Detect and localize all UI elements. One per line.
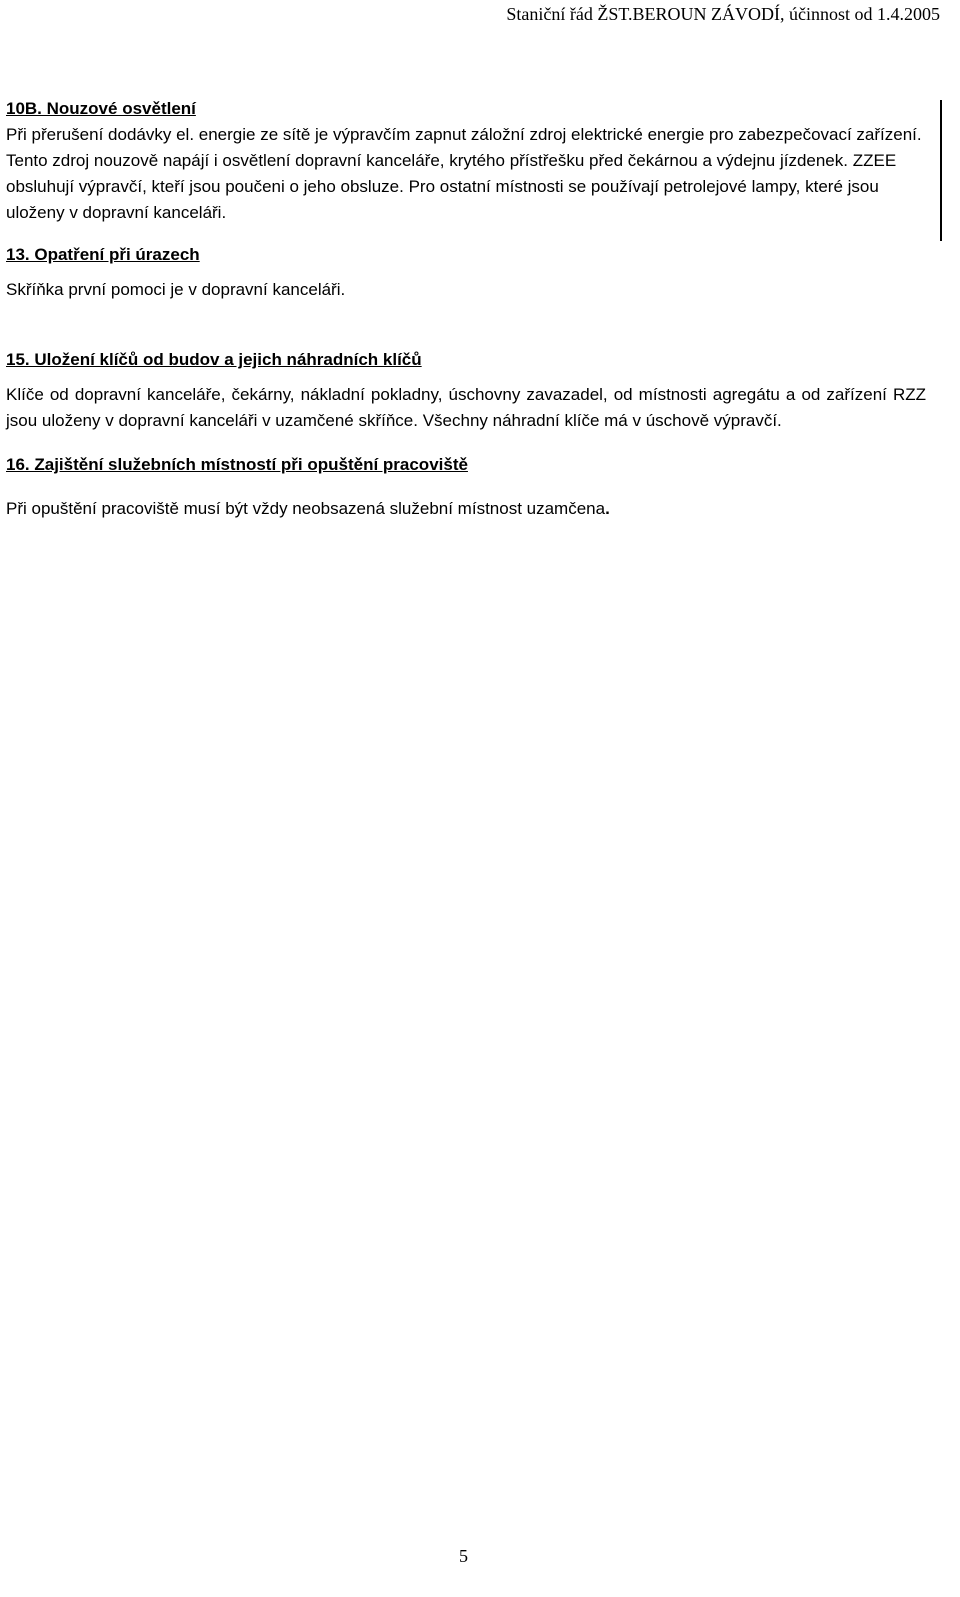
- page-number: 5: [459, 1546, 468, 1566]
- section-16-text: Při opuštění pracoviště musí být vždy neobsazená služební místnost uzamčena: [6, 499, 606, 518]
- page-header: Staniční řád ŽST.BEROUN ZÁVODÍ, účinnost od 1.4.2005: [506, 4, 940, 24]
- section-15-heading: 15. Uložení klíčů od budov a jejich náhradních klíčů: [6, 350, 422, 369]
- document-body: [6, 96, 926, 522]
- section-10b-heading: 10B. Nouzové osvětlení: [6, 99, 196, 118]
- section-13-text: Skříňka první pomoci je v dopravní kanceláři.: [6, 280, 346, 299]
- section-15-text: Klíče od dopravní kanceláře, čekárny, nákladní pokladny, úschovny zavazadel, od místnosti agregátu a od zařízení RZZ jsou uloženy v dopravní kanceláři v uzamčené skříňce. Všechny náhradní klíče má v úschově výpravčí.: [6, 385, 926, 430]
- section-16-paragraph: [6, 496, 926, 522]
- section-16-heading: 16. Zajištění služebních místností při opuštění pracoviště: [6, 455, 468, 474]
- revision-bar: [940, 100, 942, 241]
- section-10b-text: Při přerušení dodávky el. energie ze sítě je výpravčím zapnut záložní zdroj elektrické energie pro zabezpečovací zařízení. Tento zdroj nouzově napájí i osvětlení dopravní kanceláře, krytého přístřešku před čekárnou a výdejnu jízdenek. ZZEE obsluhují výpravčí, kteří jsou poučeni o jeho obsluze. Pro ostatní místnosti se používají petrolejové lampy, které jsou uloženy v dopravní kanceláři.: [6, 125, 922, 222]
- section-13-heading: 13. Opatření při úrazech: [6, 245, 200, 264]
- section-16-final-period: .: [605, 499, 610, 518]
